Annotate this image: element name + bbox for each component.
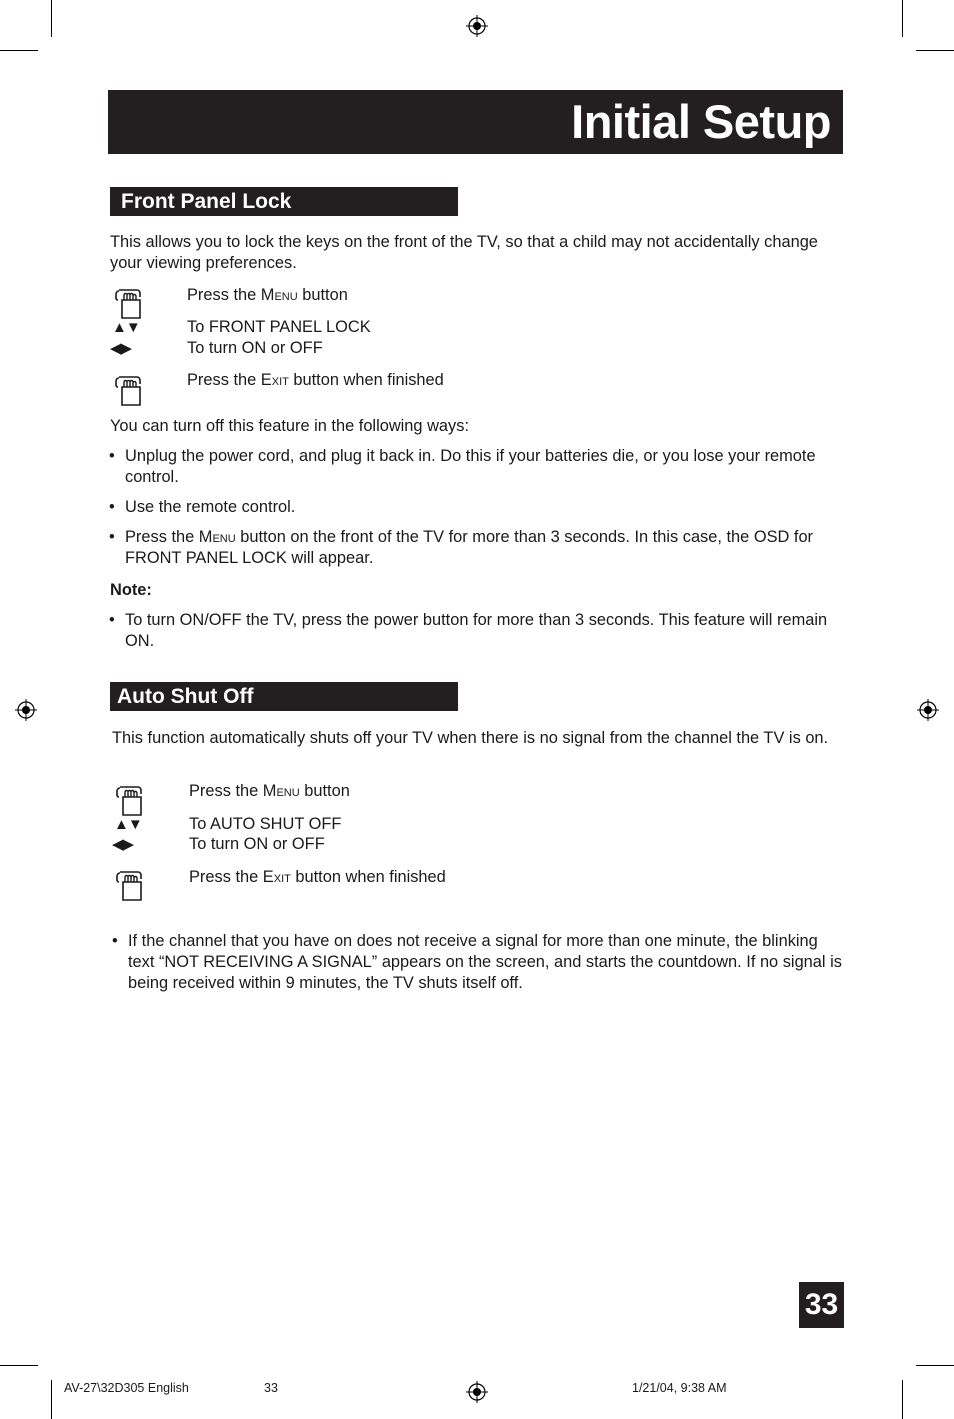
hand-press-icon <box>114 784 148 818</box>
crop-mark <box>51 0 52 37</box>
crop-mark <box>916 1365 954 1366</box>
bullet-dot: • <box>112 932 118 950</box>
section-heading-auto-shut-off: Auto Shut Off <box>110 682 458 711</box>
crop-mark <box>902 0 903 37</box>
registration-mark-icon <box>917 699 939 721</box>
hand-press-icon <box>113 374 147 408</box>
menu-key-label: Menu <box>260 286 298 304</box>
hand-press-icon <box>114 869 148 903</box>
step-select-front-panel-lock: To FRONT PANEL LOCK <box>187 318 371 336</box>
list-item: • To turn ON/OFF the TV, press the power button for more than 3 seconds. This feature will remain ON. <box>109 611 828 650</box>
hand-press-icon <box>113 287 147 321</box>
bullet-dot: • <box>109 498 115 516</box>
list-item: • Use the remote control. <box>109 498 296 516</box>
footer-page: 33 <box>264 1381 278 1395</box>
step-turn-on-off: To turn ON or OFF <box>189 835 325 853</box>
crop-mark <box>0 1365 38 1366</box>
bullet-dot: • <box>109 611 115 629</box>
auto-shut-off-intro: This function automatically shuts off your TV when there is no signal from the channel the TV is on. <box>112 729 829 747</box>
step-select-auto-shut-off: To AUTO SHUT OFF <box>189 815 342 833</box>
crop-mark <box>51 1380 52 1419</box>
menu-key-label: Menu <box>198 528 236 546</box>
registration-mark-icon <box>466 15 488 37</box>
bullet-dot: • <box>109 528 115 546</box>
bullet-dot: • <box>109 447 115 465</box>
list-item: • Press the Menu button on the front of the TV for more than 3 seconds. In this case, the OSD for FRONT PANEL LOCK will appear. <box>109 528 814 567</box>
crop-mark <box>902 1380 903 1419</box>
up-down-arrows-icon: ▲▼ <box>114 816 142 833</box>
crop-mark <box>0 50 38 51</box>
registration-mark-icon <box>15 699 37 721</box>
step-turn-on-off: To turn ON or OFF <box>187 339 323 357</box>
step-press-exit: Press the Exit button when finished <box>189 868 446 886</box>
page-number: 33 <box>799 1282 844 1328</box>
note-label: Note: <box>110 581 152 599</box>
section-heading-front-panel-lock: Front Panel Lock <box>110 187 458 216</box>
step-press-exit: Press the Exit button when finished <box>187 371 444 389</box>
step-press-menu: Press the Menu button <box>189 782 350 800</box>
ways-intro: You can turn off this feature in the following ways: <box>110 417 469 435</box>
footer-timestamp: 1/21/04, 9:38 AM <box>632 1381 727 1395</box>
step-press-menu: Press the Menu button <box>187 286 348 304</box>
left-right-arrows-icon: ◀▶ <box>110 340 132 357</box>
registration-mark-icon <box>466 1381 488 1403</box>
up-down-arrows-icon: ▲▼ <box>112 319 140 336</box>
list-item: • Unplug the power cord, and plug it back in. Do this if your batteries die, or you lose your remote control. <box>109 447 816 486</box>
page-title: Initial Setup <box>571 95 831 148</box>
exit-key-label: Exit <box>262 868 291 886</box>
left-right-arrows-icon: ◀▶ <box>112 836 134 853</box>
crop-mark <box>916 50 954 51</box>
menu-key-label: Menu <box>262 782 300 800</box>
front-panel-lock-intro: This allows you to lock the keys on the front of the TV, so that a child may not accidentally change your viewing preferences. <box>110 233 818 272</box>
footer-file-name: AV-27\32D305 English <box>64 1381 189 1395</box>
exit-key-label: Exit <box>260 371 289 389</box>
list-item: • If the channel that you have on does not receive a signal for more than one minute, the blinking text “NOT RECEIVING A SIGNAL” appears on the screen, and starts the countdown. If no signal is being received within 9 minutes, the TV shuts itself off. <box>112 932 842 992</box>
page-title-bar <box>108 90 843 154</box>
